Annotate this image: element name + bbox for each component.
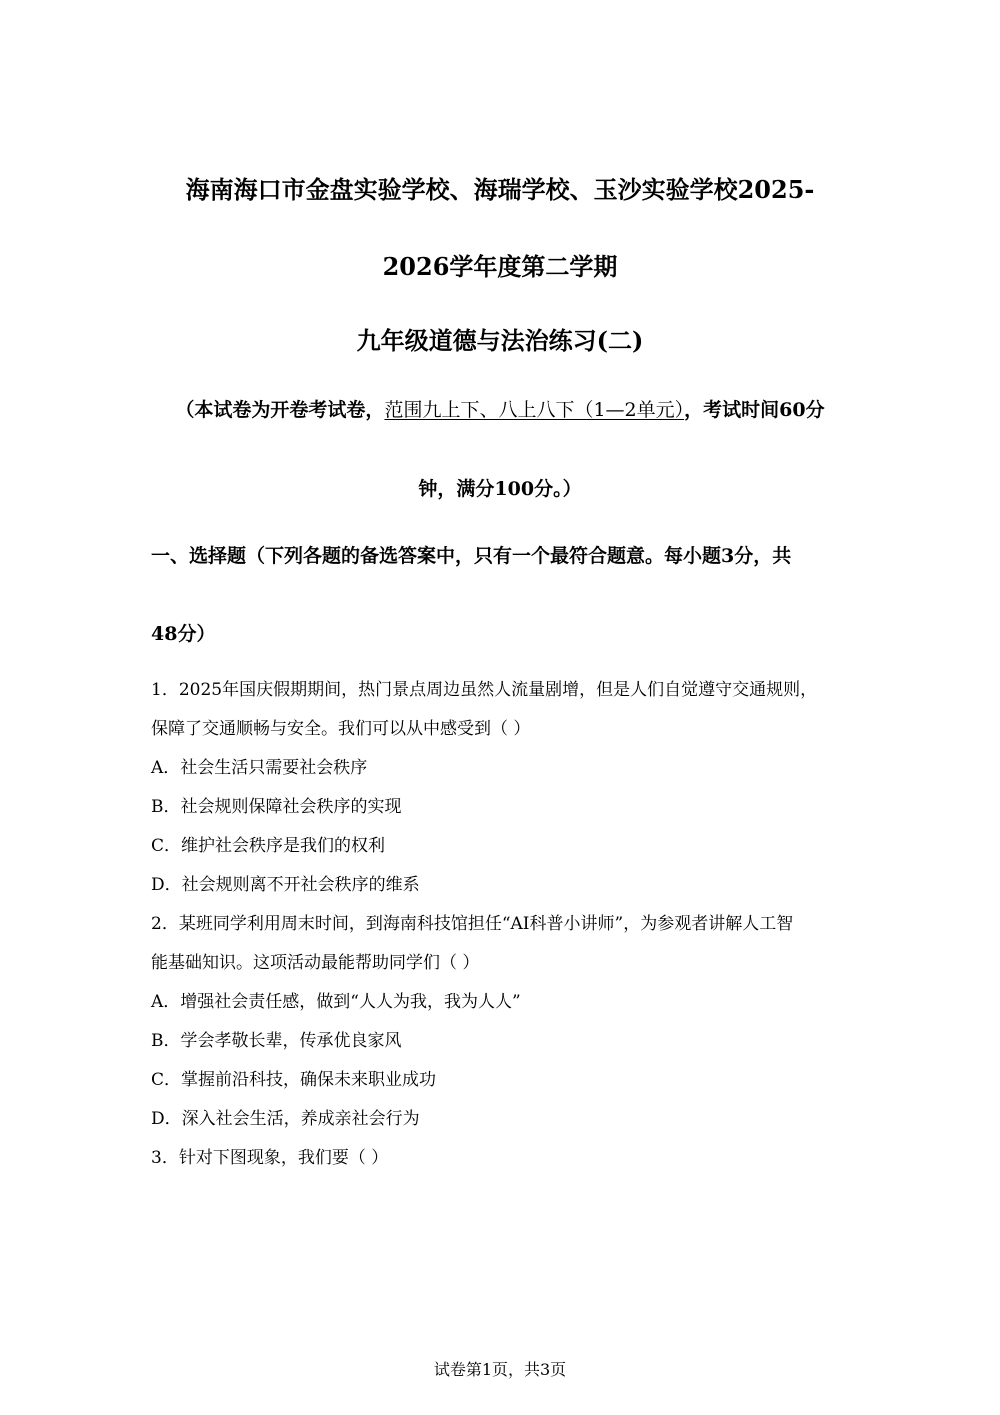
question-1-option-a: A．社会生活只需要社会秩序 bbox=[151, 758, 368, 778]
question-1-stem-line-1: 1．2025年国庆假期期间，热门景点周边虽然人流量剧增，但是人们自觉遵守交通规则， bbox=[151, 680, 818, 700]
question-2-option-c: C．掌握前沿科技，确保未来职业成功 bbox=[151, 1070, 437, 1090]
section-heading-line-1: 一、选择题（下列各题的备选答案中，只有一个最符合题意。每小题3分，共 bbox=[151, 545, 792, 567]
exam-scope: 范围九上下、八上八下（1—2单元） bbox=[384, 399, 685, 421]
question-1-option-b: B．社会规则保障社会秩序的实现 bbox=[151, 797, 402, 817]
question-2-stem-line-1: 2．某班同学利用周末时间，到海南科技馆担任“AI科普小讲师”，为参观者讲解人工智 bbox=[151, 914, 794, 934]
exam-subject-title: 九年级道德与法治练习(二) bbox=[356, 326, 644, 355]
exam-note-line-2: 钟，满分100分。） bbox=[418, 478, 582, 500]
exam-title-line-1: 海南海口市金盘实验学校、海瑞学校、玉沙实验学校2025- bbox=[185, 175, 815, 204]
exam-title-line-2: 2026学年度第二学期 bbox=[382, 252, 618, 281]
page-footer: 试卷第1页，共3页 bbox=[433, 1360, 567, 1379]
question-2-option-a: A．增强社会责任感，做到“人人为我，我为人人” bbox=[151, 992, 521, 1012]
question-2-stem-line-2: 能基础知识。这项活动最能帮助同学们（ ） bbox=[151, 953, 480, 973]
exam-note-prefix: （本试卷为开卷考试卷， bbox=[175, 399, 385, 421]
question-2-option-b: B．学会孝敬长辈，传承优良家风 bbox=[151, 1031, 402, 1051]
exam-note-suffix: ，考试时间60分 bbox=[684, 399, 825, 421]
section-heading-line-2: 48分） bbox=[151, 623, 216, 645]
question-3-stem-line-1: 3．针对下图现象，我们要（ ） bbox=[151, 1148, 389, 1168]
question-1-stem-line-2: 保障了交通顺畅与安全。我们可以从中感受到（ ） bbox=[151, 719, 531, 739]
question-2-option-d: D．深入社会生活，养成亲社会行为 bbox=[151, 1109, 420, 1129]
question-1-option-c: C．维护社会秩序是我们的权利 bbox=[151, 836, 386, 856]
exam-note-line-1 bbox=[0, 395, 1000, 422]
question-1-option-d: D．社会规则离不开社会秩序的维系 bbox=[151, 875, 420, 895]
